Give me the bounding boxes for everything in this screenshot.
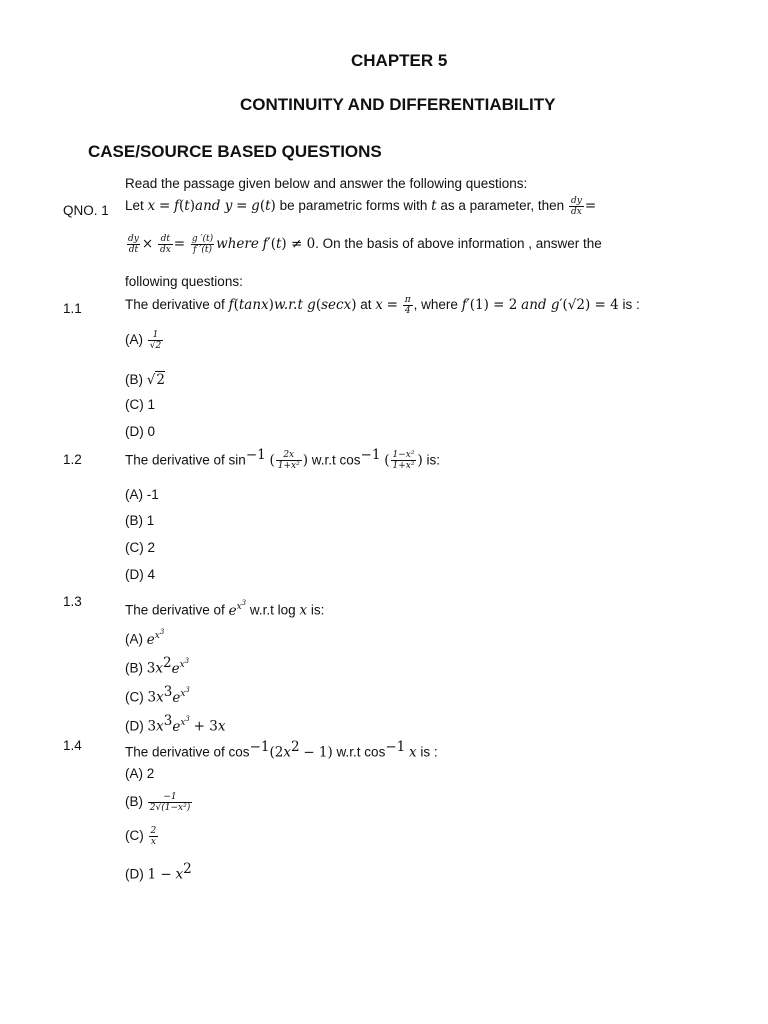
q3-option-c: (C) $3x^3e^{x^3}$	[125, 684, 190, 706]
q4-number: 1.4	[63, 738, 82, 753]
passage-line-2: $\frac{dy}{dt}$ × $\frac{dt}{dx}$ = $\frac{g '(t)}{f '(t)}$ where f′(t) ≠ 0. On the basis of above information , answer the	[128, 234, 602, 255]
q2-option-d: (D) 4	[125, 567, 155, 582]
q1-option-c: (C) 1	[125, 397, 155, 412]
q1-number: 1.1	[63, 301, 82, 316]
q4-stem: The derivative of $\cos^{-1}(2x^2 - 1)$ w.r.t $\cos^{-1} x$ is :	[125, 739, 438, 761]
q4-option-b: (B) $\frac{-1}{\text{2√(1−x²)}}$	[125, 792, 191, 813]
passage-line-1: Let x = f(t)and y = g(t) be parametric forms with t as a parameter, then $\frac{dy}{dx}$ =	[125, 196, 597, 217]
q3-option-a: (A) $e^{x^3}$	[125, 628, 165, 648]
q3-option-d: (D) $3x^3e^{x^3} + 3x$	[125, 713, 226, 735]
q1-stem: The derivative of f(tanx)w.r.t g(secx) at x = $\frac{\pi}{4}$ , where f′(1) = 2 and g′(√2) = 4 is :	[125, 295, 640, 316]
q4-option-c: (C) $\frac{2}{x}$	[125, 826, 157, 847]
q3-option-b: (B) $3x^2e^{x^3}$	[125, 655, 190, 677]
chapter-heading: CHAPTER 5	[351, 51, 448, 70]
q1-option-a: (A) $\frac{1}{√2}$	[125, 330, 162, 351]
passage-line-3: following questions:	[125, 274, 243, 289]
intro-text: Read the passage given below and answer the following questions:	[125, 176, 528, 191]
q4-option-a: (A) 2	[125, 766, 155, 781]
q1-option-b: (B) √2	[125, 372, 165, 388]
chapter-title: CONTINUITY AND DIFFERENTIABILITY	[240, 95, 556, 114]
q2-number: 1.2	[63, 452, 82, 467]
q4-option-d: (D) $1 - x^2$	[125, 861, 192, 883]
q2-stem: The derivative of $\sin^{-1}$ ( $\frac{2x}{\text{1+x²}}$ ) w.r.t $\cos^{-1}$ ( $\frac{\text{1−x²}}{\text{1+x²}}$ ) is:	[125, 447, 440, 472]
q3-number: 1.3	[63, 594, 82, 609]
q2-option-c: (C) 2	[125, 540, 155, 555]
q1-option-d: (D) 0	[125, 424, 155, 439]
q3-stem: The derivative of $e^{x^3}$ w.r.t log x is:	[125, 599, 325, 619]
question-number: QNO. 1	[63, 203, 109, 218]
q2-option-a: (A) -1	[125, 487, 159, 502]
section-heading: CASE/SOURCE BASED QUESTIONS	[88, 142, 382, 161]
q2-option-b: (B) 1	[125, 513, 155, 528]
